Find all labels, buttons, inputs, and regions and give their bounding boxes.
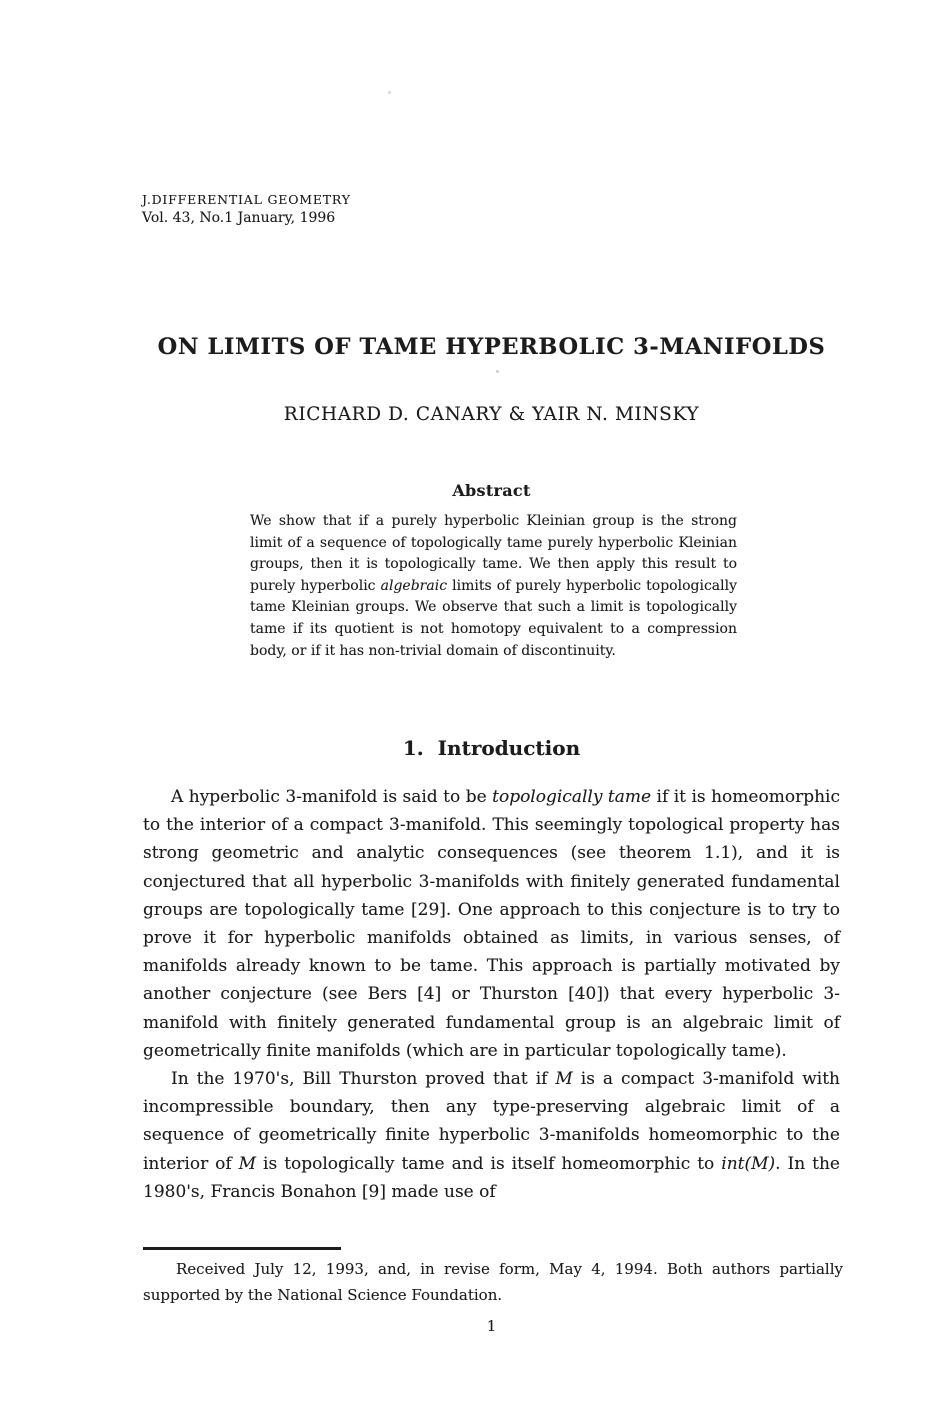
paragraph-segment-italic: M [555, 1069, 573, 1090]
paragraph-segment: . In the 1980's, Francis Bonahon [9] made use of [143, 1153, 840, 1202]
journal-issue: Vol. 43, No.1 January, 1996 [142, 210, 336, 226]
paper-title: ON LIMITS OF TAME HYPERBOLIC 3-MANIFOLDS [157, 334, 826, 360]
paragraph-segment-italic: M [238, 1153, 257, 1174]
section-heading-introduction: 1. Introduction [402, 736, 581, 760]
paragraph-segment: if it is homeomorphic to the interior of a compact 3-manifold. This seemingly topological property has strong geometric and analytic consequences (see theorem 1.1), and it is conjectured that all hyperbolic 3-manifolds with finitely generated fundamental groups are topologically tame [29]. One approach to this conjecture is to try to prove it for hyperbolic manifolds obtained as limits, in various senses, of manifolds already known to be tame. This approach is partially motivated by another conjecture (see Bers [4] or Thurston [40]) that every hyperbolic 3-manifold with finitely generated fundamental group is an algebraic limit of geometrically finite manifolds (which are in particular topologically tame). [143, 787, 840, 1061]
intro-paragraph-1 [143, 783, 840, 1065]
abstract-segment: We show that if a purely hyperbolic Kleinian group is the strong limit of a sequence of topologically tame purely hyperbolic Kleinian groups, then it is topologically tame. We then apply this result to purely hyperbolic [250, 513, 737, 594]
paragraph-segment: In the 1970's, Bill Thurston proved that if [171, 1069, 556, 1090]
introduction-text [143, 783, 840, 1206]
abstract-heading: Abstract [452, 481, 531, 500]
scan-speck [496, 370, 499, 373]
intro-paragraph-2 [143, 1065, 840, 1206]
paragraph-segment-italic: int(M) [721, 1153, 776, 1174]
paragraph-segment: A hyperbolic 3-manifold is said to be [171, 787, 493, 807]
page-number: 1 [486, 1317, 497, 1335]
journal-name: J.DIFFERENTIAL GEOMETRY [142, 192, 351, 207]
authors-line: RICHARD D. CANARY & YAIR N. MINSKY [283, 404, 700, 425]
journal-header [142, 192, 351, 226]
abstract-segment-italic: algebraic [380, 577, 448, 594]
abstract-segment: limits of purely hyperbolic topologically tame Kleinian groups. We observe that such a limit is topologically tame if its quotient is not homotopy equivalent to a compression body, or if it has non-trivial domain of discontinuity. [250, 577, 737, 659]
abstract-text [250, 511, 737, 662]
paragraph-segment-italic: topologically tame [492, 787, 652, 807]
scan-speck [388, 91, 391, 94]
paragraph-segment: is a compact 3-manifold with incompressible boundary, then any type-preserving algebraic limit of a sequence of geometrically finite hyperbolic 3-manifolds homeomorphic to the interior of [143, 1069, 840, 1174]
paragraph-segment: is topologically tame and is itself homeomorphic to [256, 1153, 722, 1174]
footnote-rule [143, 1247, 341, 1250]
footnote-text: Received July 12, 1993, and, in revise form, May 4, 1994. Both authors partially supported by the National Science Foundation. [143, 1260, 843, 1304]
